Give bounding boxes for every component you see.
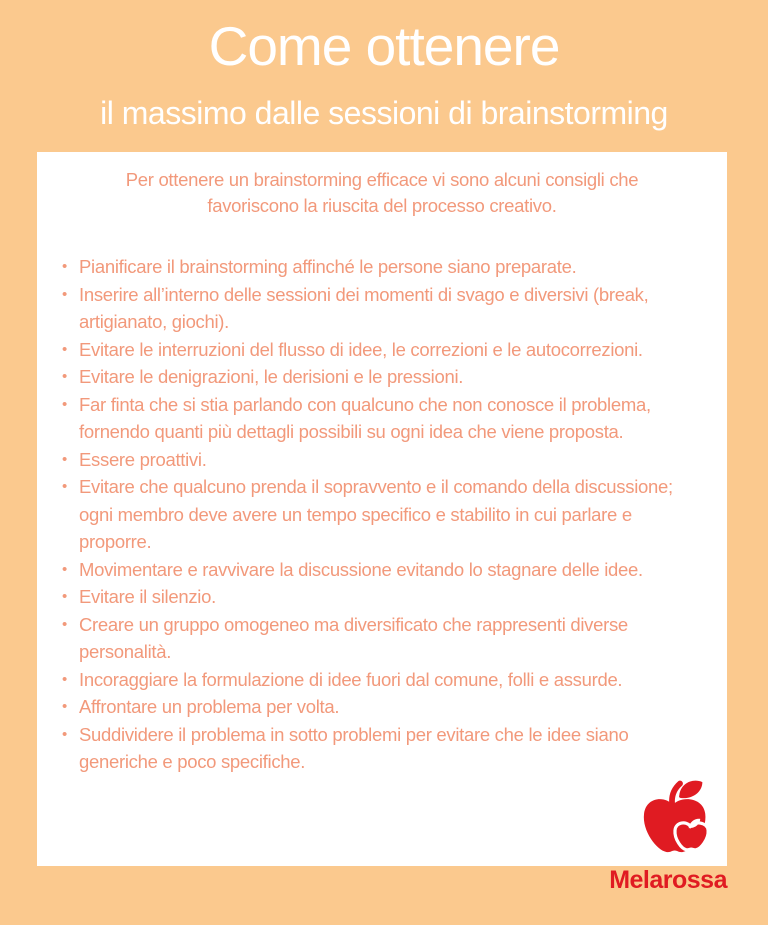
list-item bbox=[59, 253, 705, 281]
list-item bbox=[59, 583, 705, 611]
list-item bbox=[59, 446, 705, 474]
list-item-text: Far finta che si stia parlando con qualcuno che non conosce il problema, fornendo quanti più dettagli possibili su ogni idea che viene proposta. bbox=[79, 393, 651, 442]
list-item-text: Suddividere il problema in sotto problemi per evitare che le idee siano generiche e poco specifiche. bbox=[79, 723, 629, 772]
melarossa-apple-icon bbox=[639, 780, 711, 862]
list-item-text: Incoraggiare la formulazione di idee fuori dal comune, folli e assurde. bbox=[79, 668, 623, 690]
bullet-dot: • bbox=[62, 258, 67, 275]
bullet-dot: • bbox=[62, 588, 67, 605]
bullet-dot: • bbox=[62, 395, 67, 413]
intro-text: Per ottenere un brainstorming efficace vi sono alcuni consigli che favoriscono la riuscita del processo creativo. bbox=[125, 169, 639, 216]
list-item-text: Pianificare il brainstorming affinché le persone siano preparate. bbox=[79, 256, 577, 277]
tips-list bbox=[59, 253, 705, 776]
content-card bbox=[37, 152, 727, 866]
page-title: Come ottenere bbox=[208, 15, 560, 77]
list-item bbox=[59, 693, 705, 721]
list-item-text: Evitare che qualcuno prenda il sopravvento e il comando della discussione; ogni membro deve avere un tempo specifico e stabilito in cui parlare e proporre. bbox=[79, 476, 673, 552]
list-item-text: Evitare le denigrazioni, le derisioni e le pressioni. bbox=[79, 366, 464, 387]
list-item bbox=[59, 556, 705, 584]
list-item bbox=[59, 336, 705, 364]
bullet-dot: • bbox=[62, 725, 67, 743]
list-item bbox=[59, 611, 705, 666]
bullet-dot: • bbox=[62, 340, 67, 358]
bullet-dot: • bbox=[62, 698, 67, 715]
bullet-dot: • bbox=[62, 285, 67, 303]
brand-wordmark: Melarossa bbox=[609, 866, 727, 894]
list-item-text: Evitare le interruzioni del flusso di idee, le correzioni e le autocorrezioni. bbox=[79, 338, 643, 360]
list-item bbox=[59, 721, 705, 776]
bullet-dot: • bbox=[62, 450, 67, 468]
list-item-text: Essere proattivi. bbox=[79, 448, 207, 470]
bullet-dot: • bbox=[62, 368, 67, 385]
list-item-text: Affrontare un problema per volta. bbox=[79, 696, 340, 717]
bullet-dot: • bbox=[62, 560, 67, 578]
bullet-dot: • bbox=[62, 478, 67, 495]
list-item-text: Movimentare e ravvivare la discussione evitando lo stagnare delle idee. bbox=[79, 558, 643, 580]
list-item-text: Evitare il silenzio. bbox=[79, 586, 216, 607]
list-item bbox=[59, 363, 705, 391]
list-item bbox=[59, 666, 705, 694]
list-item bbox=[59, 473, 705, 556]
list-item bbox=[59, 391, 705, 446]
list-item bbox=[59, 281, 705, 336]
bullet-dot: • bbox=[62, 670, 67, 688]
list-item-text: Inserire all’interno delle sessioni dei momenti di svago e diversivi (break, artigianato, giochi). bbox=[79, 283, 649, 332]
page-subtitle: il massimo dalle sessioni di brainstorming bbox=[100, 95, 668, 131]
bullet-dot: • bbox=[62, 615, 67, 633]
list-item-text: Creare un gruppo omogeneo ma diversificato che rappresenti diverse personalità. bbox=[79, 613, 628, 662]
